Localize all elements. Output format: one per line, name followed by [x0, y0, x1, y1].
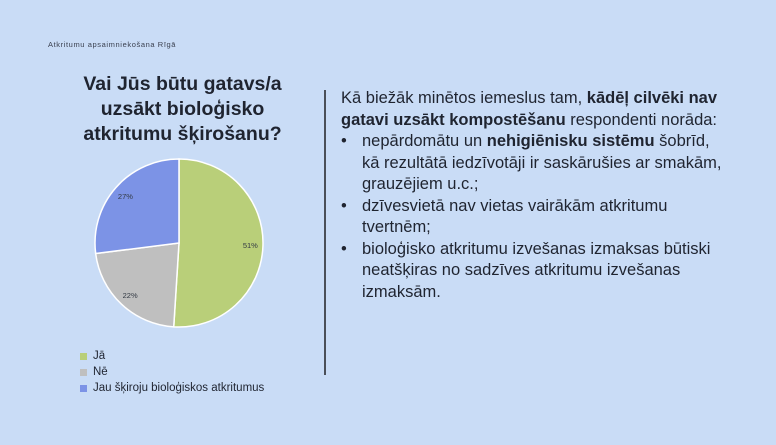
chart-title: Vai Jūs būtu gatavs/a uzsākt bioloģisko atkritumu šķirošanu?	[83, 73, 282, 145]
reason-text: nepārdomātu un	[362, 132, 487, 150]
bullet-icon: •	[341, 196, 347, 215]
reason-item	[341, 239, 731, 304]
legend-swatch	[80, 353, 87, 360]
reason-text: bioloģisko atkritumu izvešanas izmaksas būtiski neatšķiras no sadzīves atkritumu izvešanas izmaksām.	[362, 239, 711, 301]
legend-swatch	[80, 385, 87, 392]
legend-item-ne	[80, 365, 264, 379]
bullet-icon: •	[341, 132, 347, 150]
legend-label: Jau šķiroju bioloģiskos atkritumus	[93, 382, 265, 394]
pie-slice-jau-skiroju	[95, 159, 179, 254]
legend-swatch	[80, 369, 87, 376]
reason-item	[341, 196, 731, 239]
legend-item-ja	[80, 349, 264, 363]
organization-label: Atkritumu apsaimniekošana Rīgā	[48, 40, 177, 49]
legend-label: Nē	[93, 366, 108, 378]
reason-item	[341, 131, 731, 196]
pie-label-jau-skiroju: 27%	[117, 191, 133, 201]
pie-chart	[94, 158, 264, 328]
intro-bold-text: kādēļ cilvēki nav gatavi uzsākt kompostēšanu	[341, 89, 718, 129]
legend-item-jau-skiroju	[80, 381, 264, 395]
intro-text-end: respondenti norāda:	[565, 110, 718, 129]
pie-label-ja: 51%	[242, 241, 258, 251]
reason-text: dzīvesvietā nav vietas vairākām atkritumu tvertnēm;	[362, 196, 668, 236]
intro-text: Kā biežāk minētos iemeslus tam,	[341, 89, 587, 107]
reason-bold-text: nehigiēnisku sistēmu	[486, 132, 655, 150]
pie-label-ne: 22%	[122, 291, 138, 301]
chart-legend	[80, 349, 264, 397]
reasons-text-block	[341, 88, 731, 303]
legend-label: Jā	[93, 350, 106, 362]
bullet-icon: •	[341, 239, 347, 258]
reason-text-end: šobrīd, kā rezultātā iedzīvotāji ir saskārušies ar smakām, grauzējiem u.c.;	[362, 132, 722, 193]
intro-paragraph	[341, 88, 731, 131]
pie-slice-ne	[96, 243, 179, 327]
vertical-divider	[324, 90, 326, 375]
reasons-list	[341, 131, 731, 303]
